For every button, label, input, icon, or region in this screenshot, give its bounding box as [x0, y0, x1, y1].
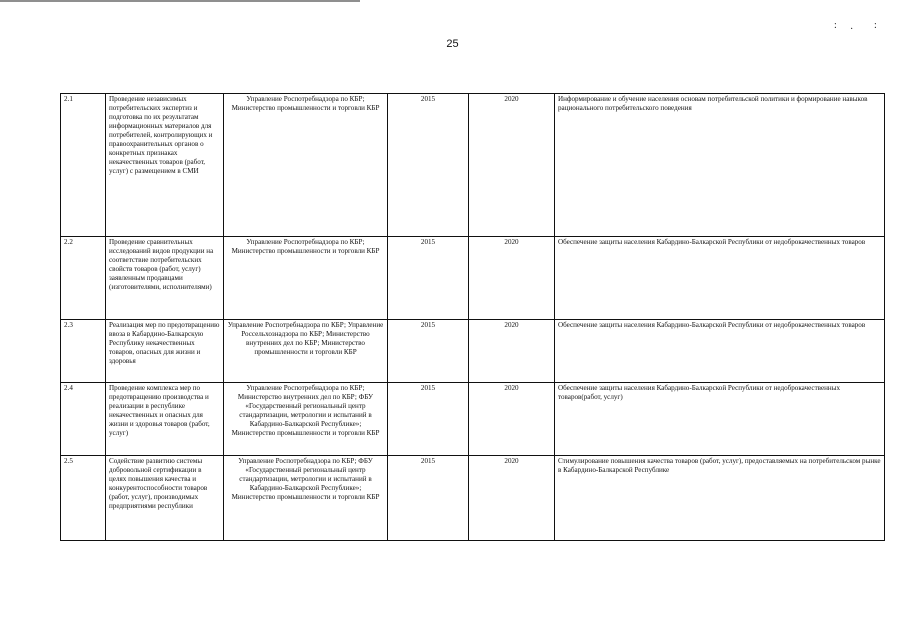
end-year-cell: 2020 — [469, 456, 555, 541]
end-year-cell: 2020 — [469, 94, 555, 237]
row-number: 2.1 — [61, 94, 106, 237]
result-cell: Обеспечение защиты населения Кабардино-Балкарской Республики от недоброкачественных товаров(работ, услуг) — [555, 383, 885, 456]
measure-cell: Проведение комплекса мер по предотвращению производства и реализации в республике некачественных и опасных для жизни и здоровья товаров (работ, услуг) — [106, 383, 224, 456]
end-year-cell: 2020 — [469, 383, 555, 456]
row-number: 2.4 — [61, 383, 106, 456]
scan-top-edge — [0, 0, 360, 2]
result-cell: Стимулирование повышения качества товаров (работ, услуг), предоставляемых на потребительском рынке в Кабардино-Балкарской Республике — [555, 456, 885, 541]
executor-cell: Управление Роспотребнадзора по КБР; Министерство промышленности и торговли КБР — [224, 237, 388, 320]
measure-cell: Проведение независимых потребительских экспертиз и подготовка по их результатам информационных материалов для потребителей, контролирующих и правоохранительных органов о конкретных признаках некачественных товаров (работ, услуг) с размещением в СМИ — [106, 94, 224, 237]
table-row — [61, 456, 885, 541]
page-number: 25 — [446, 38, 459, 50]
result-cell: Обеспечение защиты населения Кабардино-Балкарской Республики от недоброкачественных товаров — [555, 237, 885, 320]
executor-cell: Управление Роспотребнадзора по КБР; Управление Россельхознадзора по КБР; Министерство внутренних дел по КБР; Министерство промышленности и торговли КБР — [224, 320, 388, 383]
corner-marks — [826, 20, 886, 38]
measures-table — [60, 93, 885, 541]
corner-mark: : — [834, 20, 837, 31]
row-number: 2.5 — [61, 456, 106, 541]
row-number: 2.2 — [61, 237, 106, 320]
measure-cell: Проведение сравнительных исследований видов продукции на соответствие потребительских свойств товаров (работ, услуг) заявленным продавцами (изготовителями, исполнителями) — [106, 237, 224, 320]
end-year-cell: 2020 — [469, 320, 555, 383]
start-year-cell: 2015 — [388, 456, 469, 541]
measure-cell: Содействие развитию системы добровольной сертификации в целях повышения качества и конкурентоспособности товаров (работ, услуг), производимых предприятиями республики — [106, 456, 224, 541]
table-row — [61, 237, 885, 320]
start-year-cell: 2015 — [388, 94, 469, 237]
table-row — [61, 383, 885, 456]
measure-cell: Реализация мер по предотвращению ввоза в Кабардино-Балкарскую Республику некачественных товаров, опасных для жизни и здоровья — [106, 320, 224, 383]
corner-mark: : — [874, 20, 877, 31]
executor-cell: Управление Роспотребнадзора по КБР; Министерство внутренних дел по КБР; ФБУ «Государственный региональный центр стандартизации, метрологии и испытаний в Кабардино-Балкарской Республике»; Министерство промышленности и торговли КБР — [224, 383, 388, 456]
table-row — [61, 94, 885, 237]
table-row — [61, 320, 885, 383]
executor-cell: Управление Роспотребнадзора по КБР; ФБУ «Государственный региональный центр стандартизации, метрологии и испытаний в Кабардино-Балкарской Республике»; Министерство промышленности и торговли КБР — [224, 456, 388, 541]
executor-cell: Управление Роспотребнадзора по КБР; Министерство промышленности и торговли КБР — [224, 94, 388, 237]
start-year-cell: 2015 — [388, 320, 469, 383]
start-year-cell: 2015 — [388, 237, 469, 320]
start-year-cell: 2015 — [388, 383, 469, 456]
result-cell: Информирование и обучение населения основам потребительской политики и формирование навыков рационального потребительского поведения — [555, 94, 885, 237]
row-number: 2.3 — [61, 320, 106, 383]
corner-mark: · — [850, 24, 854, 35]
end-year-cell: 2020 — [469, 237, 555, 320]
result-cell: Обеспечение защиты населения Кабардино-Балкарской Республики от недоброкачественных товаров — [555, 320, 885, 383]
